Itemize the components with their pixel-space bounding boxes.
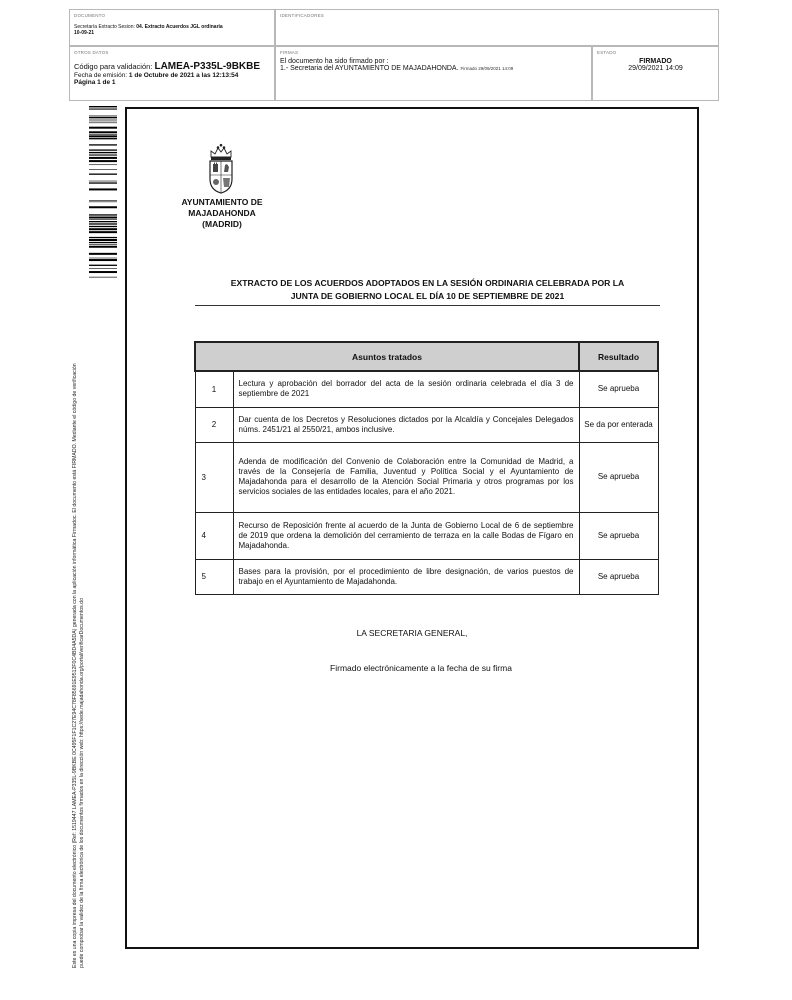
validation-code-value: LAMEA-P335L-9BKBE — [154, 61, 261, 72]
municipality-line2: MAJADAHONDA — [188, 208, 256, 218]
document-name — [74, 24, 270, 36]
header-resultado: Resultado — [579, 342, 658, 371]
title-line2: JUNTA DE GOBIERNO LOCAL EL DÍA 10 DE SEPTIEMBRE DE 2021 — [290, 291, 565, 301]
firmante-date: Firmado 29/09/2021 14:09 — [460, 66, 514, 71]
row-number: 3 — [195, 442, 233, 512]
table-row — [195, 559, 658, 594]
row-result: Se aprueba — [579, 512, 658, 559]
validation-code-label: Código para validación: — [74, 62, 155, 71]
validation-code — [74, 61, 270, 72]
estado-date: 29/09/2021 14:09 — [628, 65, 683, 72]
row-number: 2 — [195, 407, 233, 442]
row-result: Se aprueba — [579, 559, 658, 594]
side-text-line1: Este es una copia impresa del documento electrónico (Ref: 1519447 LAMEA-P335L-9BKBE 0C495F1F1C27E94C78F85691E9512F0C4BD4A5DA) generada con la aplicación informática Firmadoc. El documento está FIRMADO. Mediante el código de verificación — [72, 363, 78, 968]
estado-label: ESTADO — [597, 50, 617, 55]
header-asuntos: Asuntos tratados — [195, 342, 579, 371]
document-title — [195, 277, 660, 306]
emission-date-label: Fecha de emisión: — [74, 72, 129, 79]
table-row — [195, 442, 658, 512]
identificadores-box — [275, 9, 719, 46]
row-subject: Dar cuenta de los Decretos y Resoluciones dictados por la Alcaldía y Concejales Delegados núms. 2451/21 al 2550/21, ambos inclusive. — [233, 407, 579, 442]
municipality-line1: AYUNTAMIENTO DE — [181, 197, 263, 207]
row-number: 1 — [195, 371, 233, 407]
electronic-signature-note: Firmado electrónicamente a la fecha de su firma — [330, 663, 512, 673]
row-subject: Adenda de modificación del Convenio de Colaboración entre la Comunidad de Madrid, a través de la Consejería de Familia, Juventud y Política Social y el Ayuntamiento de Majadahonda para el desarrollo de la Atención Social Primaria y otros programas por los servicios sociales de las entidades locales, para el año 2021. — [233, 442, 579, 512]
table-header-row — [195, 342, 658, 371]
document-name-prefix: Secretaría Extracto Sesion: — [74, 24, 137, 30]
emission-date — [74, 72, 270, 79]
municipality-name — [168, 197, 276, 230]
documento-label: DOCUMENTO — [74, 13, 106, 18]
estado-box — [592, 46, 719, 101]
title-line1: EXTRACTO DE LOS ACUERDOS ADOPTADOS EN LA SESIÓN ORDINARIA CELEBRADA POR LA — [230, 278, 625, 288]
row-result: Se da por enterada — [579, 407, 658, 442]
firmas-intro: El documento ha sido firmado por : — [280, 58, 389, 65]
emission-date-value: 1 de Octubre de 2021 a las 12:13:54 — [128, 72, 239, 79]
coat-of-arms-logo — [204, 143, 238, 195]
barcode — [89, 106, 117, 278]
table-row — [195, 407, 658, 442]
document-name-date: 10-09-21 — [74, 30, 95, 36]
firmante — [280, 65, 587, 72]
document-name-bold: 04. Extracto Acuerdos JGL ordinaria — [136, 24, 223, 30]
otros-datos-box — [69, 46, 275, 101]
agreements-table — [194, 341, 659, 595]
otros-datos-label: OTROS DATOS — [74, 50, 109, 55]
firmas-box — [275, 46, 592, 101]
identificadores-label: IDENTIFICADORES — [280, 13, 325, 18]
signatory-title: LA SECRETARIA GENERAL, — [356, 628, 468, 638]
firmas-label: FIRMAS — [280, 50, 299, 55]
row-number: 5 — [195, 559, 233, 594]
verification-side-text — [72, 278, 86, 968]
estado-value: FIRMADO — [639, 58, 672, 65]
side-text-line2: puede comprobar la validez de la firma electrónica de los documentos firmados en la dirección web: https://sede.majadahonda.org/portal/verificarDocumentos.do — [79, 598, 85, 968]
row-result: Se aprueba — [579, 442, 658, 512]
table-row — [195, 512, 658, 559]
row-result: Se aprueba — [579, 371, 658, 407]
firmante-name: 1.- Secretaria del AYUNTAMIENTO DE MAJADAHONDA. — [280, 65, 459, 72]
table-row — [195, 371, 658, 407]
row-subject: Bases para la provisión, por el procedimiento de libre designación, de varios puestos de trabajo en el Ayuntamiento de Majadahonda. — [233, 559, 579, 594]
municipality-line3: (MADRID) — [202, 219, 242, 229]
documento-box — [69, 9, 275, 46]
row-number: 4 — [195, 512, 233, 559]
row-subject: Recurso de Reposición frente al acuerdo de la Junta de Gobierno Local de 6 de septiembre de 2019 que ordena la demolición del cerramiento de terraza en la calle Bodas de Fígaro en Majadahonda. — [233, 512, 579, 559]
page-count: Página 1 de 1 — [74, 79, 116, 86]
row-subject: Lectura y aprobación del borrador del acta de la sesión ordinaria celebrada el día 3 de septiembre de 2021 — [233, 371, 579, 407]
